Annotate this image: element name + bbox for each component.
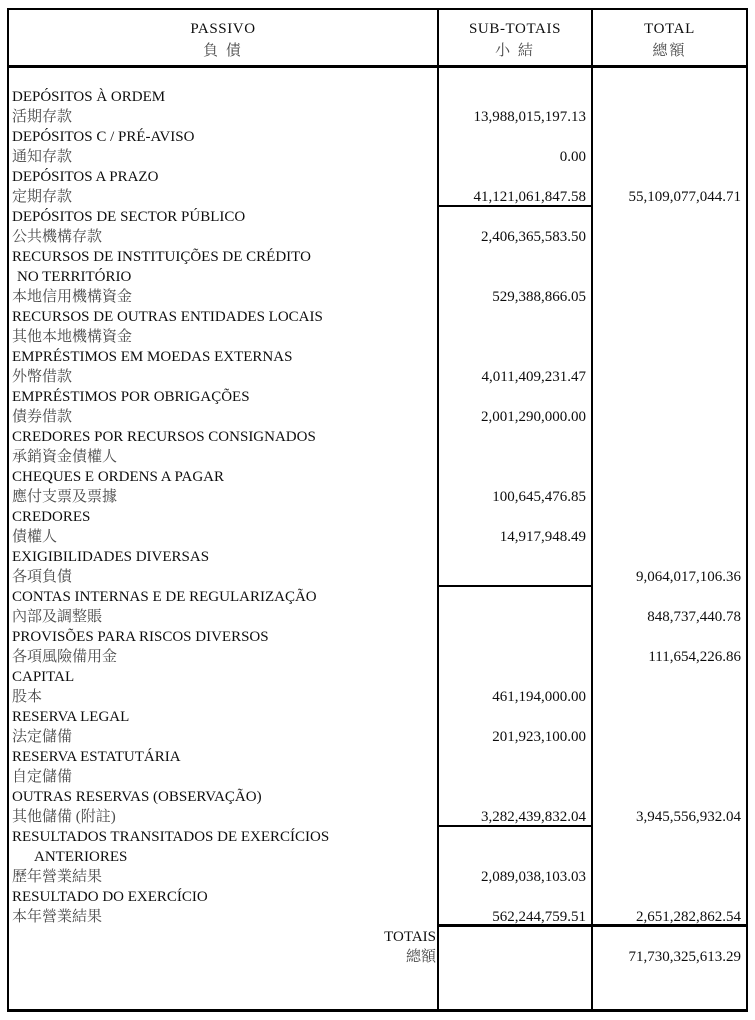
subtotal-value: 461,194,000.00 [439, 687, 593, 707]
total-value [593, 427, 746, 447]
row-label: RESULTADOS TRANSITADOS DE EXERCÍCIOS [9, 827, 439, 847]
table-row [9, 907, 746, 927]
table-row [9, 727, 746, 747]
total-value [593, 687, 746, 707]
subtotal-value [439, 667, 593, 687]
table-row [9, 807, 746, 827]
subtotal-value [439, 467, 593, 487]
total-value [593, 407, 746, 427]
subtotal-value: 529,388,866.05 [439, 287, 593, 307]
subtotal-value [439, 647, 593, 667]
table-row [9, 527, 746, 547]
column-header-subtotais [439, 10, 593, 65]
subtotal-value [439, 707, 593, 727]
subtotal-value [439, 587, 593, 607]
row-label: CONTAS INTERNAS E DE REGULARIZAÇÃO [9, 587, 439, 607]
column-header-passivo [9, 10, 439, 65]
table-row [9, 587, 746, 607]
subtotal-value [439, 427, 593, 447]
table-row [9, 107, 746, 127]
total-value [593, 287, 746, 307]
subtotal-value [439, 127, 593, 147]
table-row [9, 707, 746, 727]
total-value: 71,730,325,613.29 [628, 949, 741, 965]
subtotal-value [439, 627, 593, 647]
subtotal-value [439, 607, 593, 627]
row-label: 公共機構存款 [9, 227, 439, 247]
subtotal-value: 3,282,439,832.04 [439, 807, 593, 827]
row-label: 各項負債 [9, 567, 439, 587]
row-label: CREDORES [9, 507, 439, 527]
total-value [593, 307, 746, 327]
total-value [593, 267, 746, 287]
subtotal-value [439, 507, 593, 527]
total-value [593, 847, 746, 867]
row-label: 本地信用機構資金 [9, 287, 439, 307]
total-value [593, 547, 746, 567]
row-label: 歷年營業結果 [9, 867, 439, 887]
table-row [9, 607, 746, 627]
total-value: 3,945,556,932.04 [636, 809, 741, 825]
table-row [9, 207, 746, 227]
total-value [593, 167, 746, 187]
subtotal-value [439, 347, 593, 367]
column-title: TOTAL [644, 21, 695, 37]
subtotal-value [439, 887, 593, 907]
table-row [9, 127, 746, 147]
row-label: 總額 [9, 947, 439, 967]
total-value [593, 387, 746, 407]
subtotal-value: 2,089,038,103.03 [439, 867, 593, 887]
row-label: RESERVA ESTATUTÁRIA [9, 747, 439, 767]
column-subtitle: 小 結 [495, 43, 535, 59]
row-label: OUTRAS RESERVAS (OBSERVAÇÃO) [9, 787, 439, 807]
subtotal-value [439, 267, 593, 287]
row-label: 債券借款 [9, 407, 439, 427]
total-value [593, 867, 746, 887]
table-row [9, 847, 746, 867]
row-label: RECURSOS DE OUTRAS ENTIDADES LOCAIS [9, 307, 439, 327]
subtotal-value: 13,988,015,197.13 [439, 107, 593, 127]
table-row [9, 667, 746, 687]
total-value: 848,737,440.78 [647, 609, 741, 625]
row-label: 自定儲備 [9, 767, 439, 787]
row-label: DEPÓSITOS À ORDEM [9, 87, 439, 107]
total-value [593, 667, 746, 687]
row-label: DEPÓSITOS C / PRÉ-AVISO [9, 127, 439, 147]
row-label: 股本 [9, 687, 439, 707]
table-row [9, 467, 746, 487]
subtotal-value: 41,121,061,847.58 [439, 187, 593, 207]
total-value [593, 447, 746, 467]
total-value [593, 327, 746, 347]
total-value [593, 527, 746, 547]
total-value [593, 827, 746, 847]
row-label: RECURSOS DE INSTITUIÇÕES DE CRÉDITO [9, 247, 439, 267]
table-header [9, 10, 746, 68]
row-label: RESULTADO DO EXERCÍCIO [9, 887, 439, 907]
table-row [9, 87, 746, 107]
table-row [9, 767, 746, 787]
row-label: ANTERIORES [9, 847, 439, 867]
total-value [593, 107, 746, 127]
column-subtitle: 負 債 [203, 43, 243, 59]
row-label: 內部及調整賬 [9, 607, 439, 627]
table-row [9, 287, 746, 307]
total-value [593, 727, 746, 747]
row-label: CAPITAL [9, 667, 439, 687]
row-label: 其他本地機構資金 [9, 327, 439, 347]
table-row [9, 167, 746, 187]
total-value [593, 787, 746, 807]
table-row [9, 827, 746, 847]
table-row [9, 687, 746, 707]
table-row [9, 627, 746, 647]
total-value [593, 367, 746, 387]
total-value [593, 587, 746, 607]
table-row [9, 547, 746, 567]
subtotal-value [439, 327, 593, 347]
table-row [9, 227, 746, 247]
total-value [593, 767, 746, 787]
table-row [9, 487, 746, 507]
row-label: EXIGIBILIDADES DIVERSAS [9, 547, 439, 567]
total-value [593, 147, 746, 167]
subtotal-value: 2,406,365,583.50 [439, 227, 593, 247]
table-row [9, 187, 746, 207]
column-header-total [593, 10, 746, 65]
row-label: 定期存款 [9, 187, 439, 207]
total-value [593, 507, 746, 527]
table-row [9, 887, 746, 907]
subtotal-value [439, 927, 593, 947]
subtotal-value: 100,645,476.85 [439, 487, 593, 507]
total-value [593, 627, 746, 647]
subtotal-value: 0.00 [439, 147, 593, 167]
subtotal-value [439, 947, 593, 967]
row-label: 法定儲備 [9, 727, 439, 747]
row-label: EMPRÉSTIMOS POR OBRIGAÇÕES [9, 387, 439, 407]
table-row [9, 447, 746, 467]
row-label: DEPÓSITOS DE SECTOR PÚBLICO [9, 207, 439, 227]
subtotal-value [439, 207, 593, 227]
row-label: CHEQUES E ORDENS A PAGAR [9, 467, 439, 487]
liabilities-table [7, 8, 748, 1012]
row-label: RESERVA LEGAL [9, 707, 439, 727]
subtotal-value: 4,011,409,231.47 [439, 367, 593, 387]
subtotal-value [439, 567, 593, 587]
subtotal-value [439, 167, 593, 187]
column-subtitle: 總額 [652, 43, 687, 59]
total-value [593, 207, 746, 227]
row-label: DEPÓSITOS A PRAZO [9, 167, 439, 187]
total-value [593, 227, 746, 247]
table-row [9, 747, 746, 767]
row-label: 應付支票及票據 [9, 487, 439, 507]
total-value [593, 87, 746, 107]
table-row [9, 567, 746, 587]
table-row [9, 267, 746, 287]
subtotal-value: 201,923,100.00 [439, 727, 593, 747]
table-row [9, 367, 746, 387]
total-value [593, 467, 746, 487]
table-row [9, 867, 746, 887]
total-value [593, 707, 746, 727]
row-label: 各項風險備用金 [9, 647, 439, 667]
table-row [9, 247, 746, 267]
row-label: EMPRÉSTIMOS EM MOEDAS EXTERNAS [9, 347, 439, 367]
spacer-row [9, 68, 746, 87]
subtotal-value [439, 767, 593, 787]
total-value [593, 127, 746, 147]
table-row [9, 647, 746, 667]
total-value: 9,064,017,106.36 [636, 569, 741, 585]
table-row [9, 407, 746, 427]
subtotal-value [439, 827, 593, 847]
total-value: 111,654,226.86 [648, 649, 741, 665]
row-label: NO TERRITÓRIO [9, 267, 439, 287]
row-label: 承銷資金債權人 [9, 447, 439, 467]
subtotal-value: 2,001,290,000.00 [439, 407, 593, 427]
total-value [593, 347, 746, 367]
subtotal-value [439, 87, 593, 107]
row-label: TOTAIS [9, 927, 439, 947]
column-title: SUB-TOTAIS [468, 21, 562, 37]
subtotal-value [439, 847, 593, 867]
table-row [9, 427, 746, 447]
column-title: PASSIVO [190, 21, 256, 37]
table-row [9, 507, 746, 527]
row-label: 其他儲備 (附註) [9, 807, 439, 827]
subtotal-value [439, 247, 593, 267]
row-label: 債權人 [9, 527, 439, 547]
table-row [9, 147, 746, 167]
subtotal-value [439, 747, 593, 767]
total-value: 55,109,077,044.71 [628, 189, 741, 205]
subtotal-value [439, 447, 593, 467]
total-value [593, 747, 746, 767]
total-value [593, 487, 746, 507]
table-row [9, 347, 746, 367]
table-row [9, 327, 746, 347]
total-value [593, 887, 746, 907]
row-label: 通知存款 [9, 147, 439, 167]
subtotal-value: 14,917,948.49 [439, 527, 593, 547]
row-label: 活期存款 [9, 107, 439, 127]
total-value: 2,651,282,862.54 [593, 907, 746, 927]
row-label: PROVISÕES PARA RISCOS DIVERSOS [9, 627, 439, 647]
table-row [9, 787, 746, 807]
table-row [9, 947, 746, 967]
table-row [9, 387, 746, 407]
subtotal-value [439, 787, 593, 807]
table-row [9, 307, 746, 327]
subtotal-value [439, 307, 593, 327]
subtotal-value [439, 387, 593, 407]
row-label: 外幣借款 [9, 367, 439, 387]
row-label: 本年營業結果 [9, 907, 439, 927]
table-row [9, 927, 746, 947]
subtotal-value [439, 547, 593, 567]
total-value [593, 247, 746, 267]
table-body [9, 68, 746, 1009]
row-label: CREDORES POR RECURSOS CONSIGNADOS [9, 427, 439, 447]
subtotal-value: 562,244,759.51 [439, 907, 593, 927]
total-value [593, 927, 746, 947]
filler-row [9, 967, 746, 1009]
